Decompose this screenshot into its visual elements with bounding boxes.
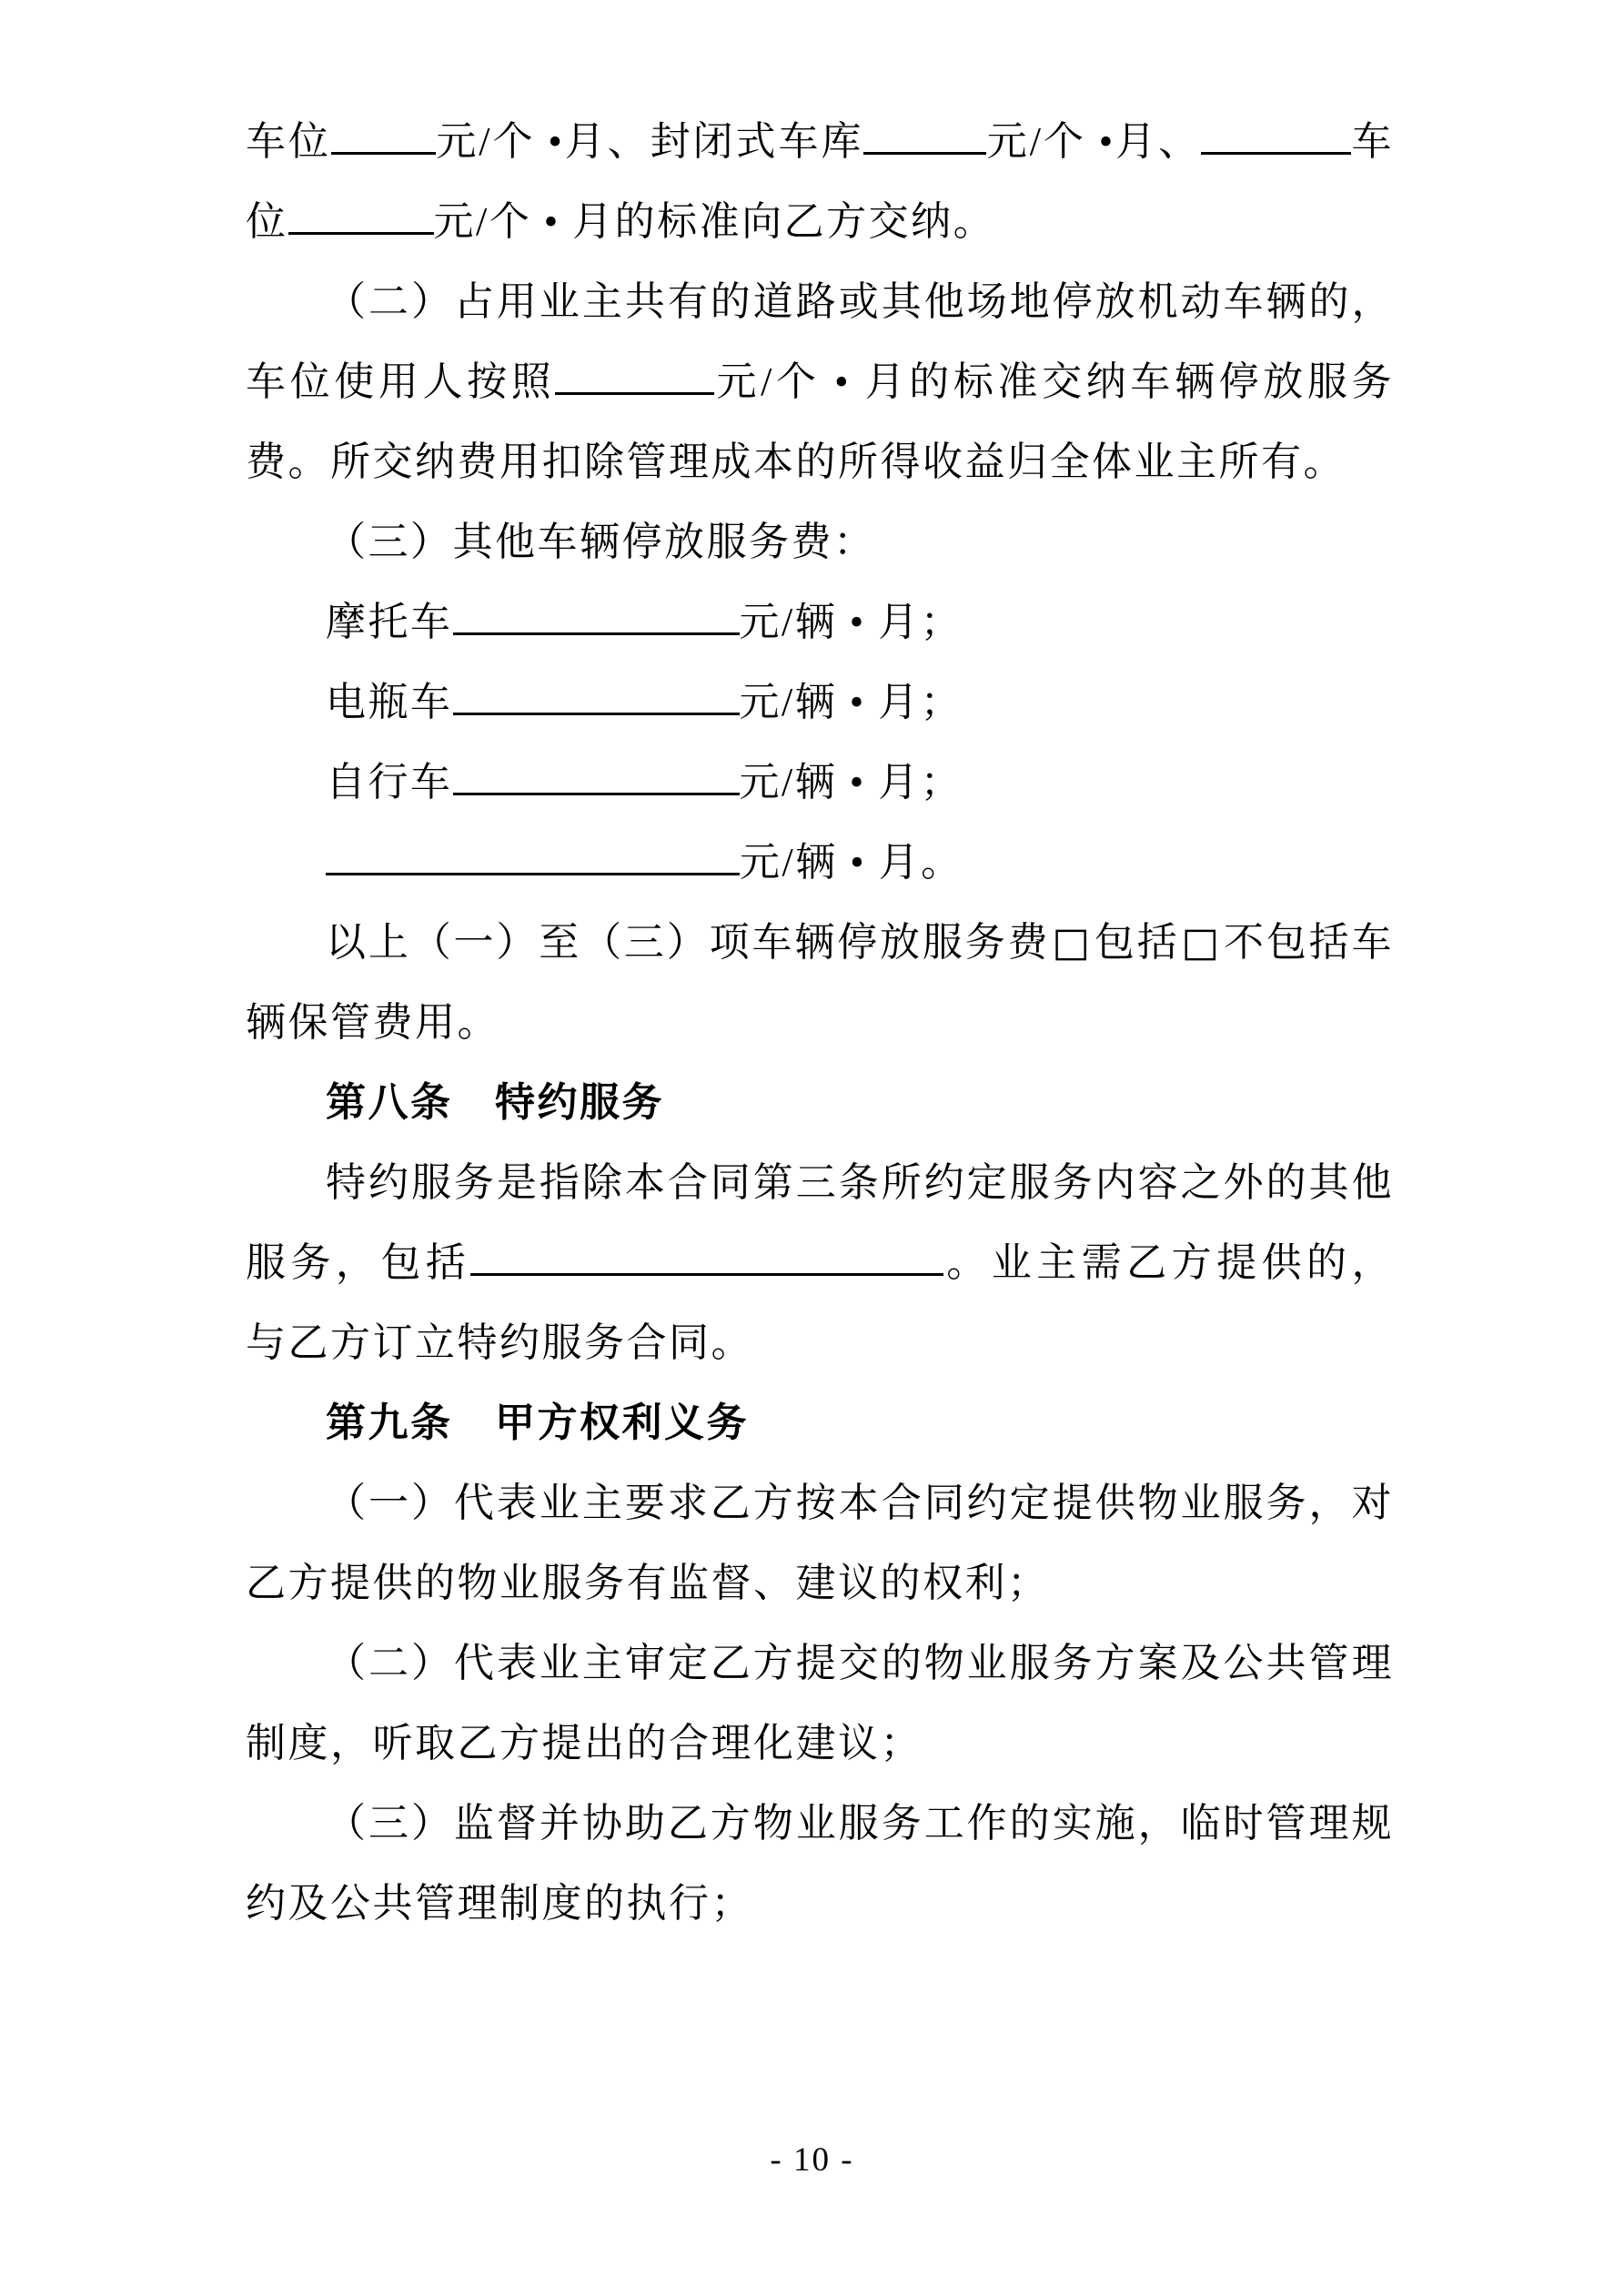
text-run: （二）代表业主审定乙方提交的物业服务方案及公共管理制度，听取乙方提出的合理化建议；	[246, 1641, 1394, 1765]
paragraph	[246, 1623, 1394, 1784]
text-run: 第九条 甲方权利义务	[326, 1401, 749, 1445]
text-run: 第八条 特约服务	[326, 1080, 664, 1125]
blank-field	[331, 126, 436, 155]
paragraph	[246, 903, 1394, 1063]
text-run: 元/辆 • 月；	[739, 760, 963, 804]
paragraph	[246, 663, 1394, 743]
blank-field	[453, 687, 740, 715]
blank-field	[1201, 126, 1351, 155]
paragraph	[246, 1784, 1394, 1944]
paragraph	[246, 1463, 1394, 1623]
paragraph	[246, 502, 1394, 582]
section-heading	[246, 1063, 1394, 1143]
text-run: 电瓶车	[326, 680, 453, 724]
blank-field	[555, 367, 714, 395]
text-run: 以上（一）至（三）项车辆停放服务费	[326, 920, 1051, 965]
text-run: 元/辆 • 月。	[740, 840, 963, 885]
text-run: 元/辆 • 月；	[739, 680, 963, 724]
text-run: （二）占用业主共有的道路或其他场地停放机动车辆的，车位使用人按照	[246, 279, 1394, 404]
text-run: 元/个 •月、封闭式车库	[435, 119, 864, 164]
section-heading	[246, 1383, 1394, 1463]
paragraph	[246, 582, 1394, 663]
text-run: 包括	[1094, 920, 1180, 965]
blank-field	[470, 1248, 943, 1276]
text-run: （一）代表业主要求乙方按本合同约定提供物业服务，对乙方提供的物业服务有监督、建议的权利；	[246, 1481, 1394, 1605]
paragraph	[246, 262, 1394, 502]
blank-field	[453, 767, 740, 795]
document-body	[246, 102, 1394, 1944]
text-run: 元/个 •月、	[986, 119, 1202, 164]
text-run: 摩托车	[326, 600, 453, 644]
text-run: 车位	[246, 119, 331, 164]
paragraph	[246, 743, 1394, 823]
blank-field	[326, 847, 740, 875]
blank-field	[453, 607, 740, 635]
text-run: 元/辆 • 月；	[739, 600, 963, 644]
text-run: （三）监督并协助乙方物业服务工作的实施，临时管理规约及公共管理制度的执行；	[246, 1801, 1394, 1926]
checkbox-icon: □	[1181, 919, 1222, 966]
page-number: - 10 -	[770, 2141, 854, 2179]
text-run: 车位	[246, 119, 1394, 244]
text-run: （三）其他车辆停放服务费：	[326, 520, 876, 564]
blank-field	[288, 207, 434, 235]
text-run: 不包括车辆保管费用。	[246, 920, 1395, 1045]
text-run: 元/个 • 月的标准向乙方交纳。	[433, 199, 996, 244]
text-run: 自行车	[326, 760, 453, 804]
text-run: 元/个 • 月的标准交纳车辆停放服务费。所交纳费用扣除管理成本的所得收益归全体业主所有。	[246, 359, 1394, 484]
paragraph	[246, 823, 1394, 903]
paragraph	[246, 1143, 1394, 1383]
paragraph	[246, 102, 1394, 262]
text-run: 特约服务是指除本合同第三条所约定服务内容之外的其他服务，包括	[246, 1160, 1394, 1285]
text-run: 。业主需乙方提供的，与乙方订立特约服务合同。	[246, 1240, 1395, 1365]
checkbox-icon: □	[1052, 919, 1093, 966]
blank-field	[863, 126, 986, 155]
